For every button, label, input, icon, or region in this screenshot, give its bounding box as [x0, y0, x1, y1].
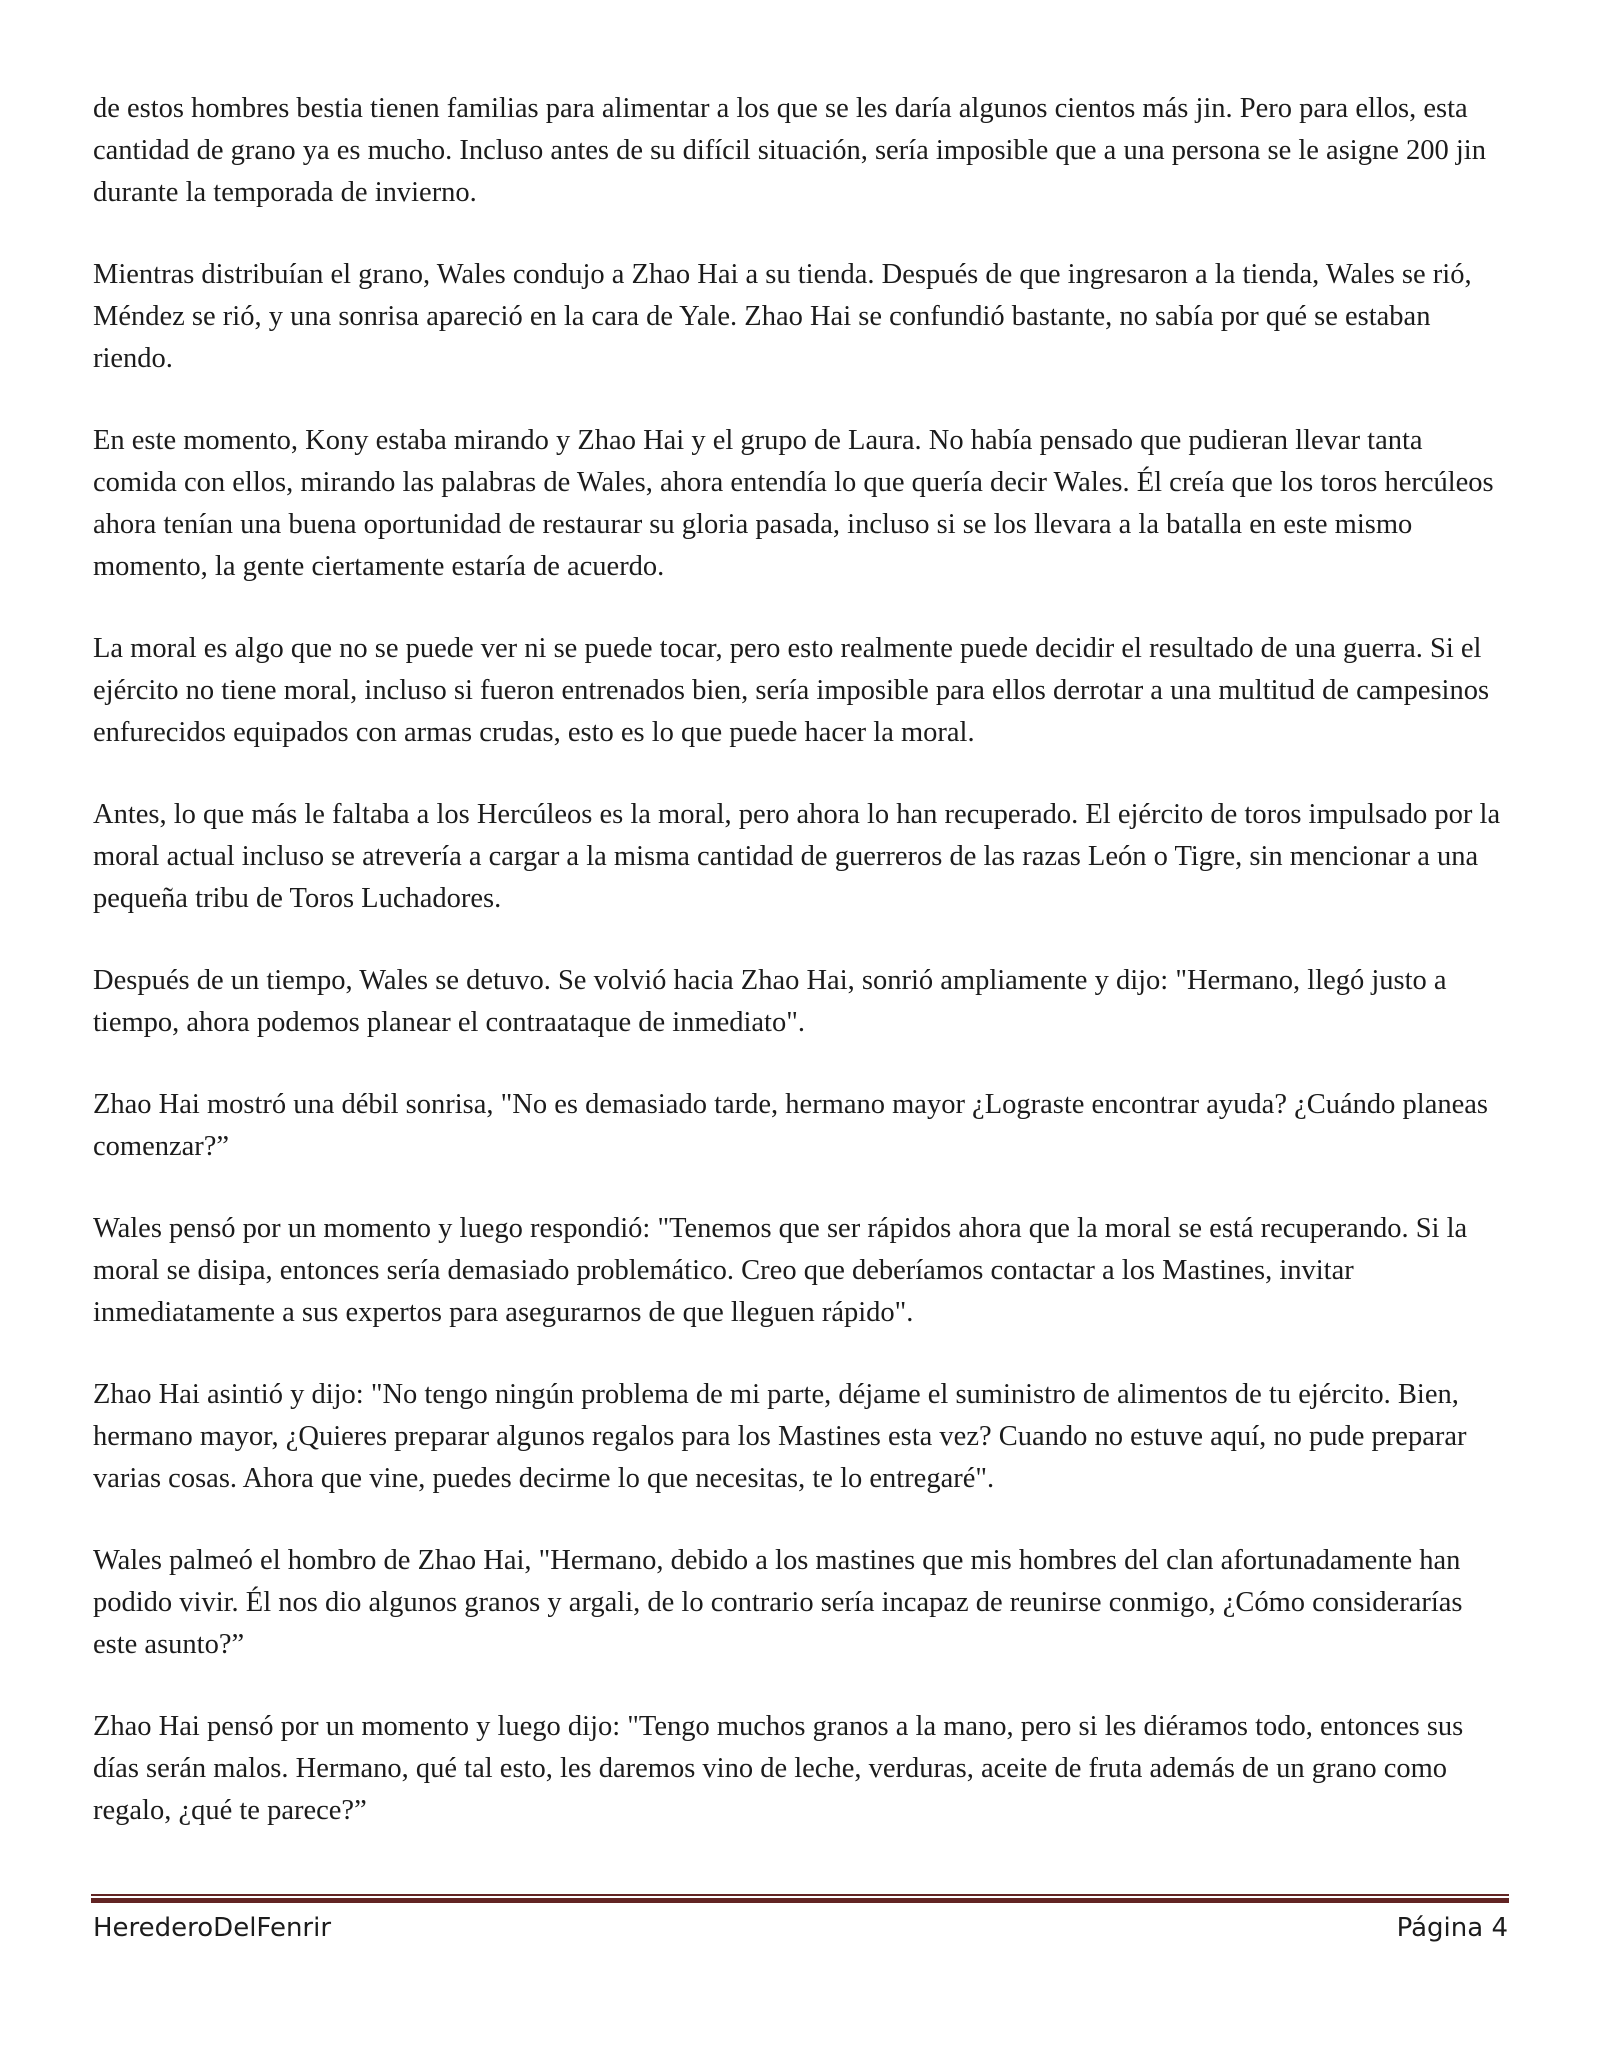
footer-author: HerederoDelFenrir — [93, 1913, 332, 1943]
paragraph-5: Antes, lo que más le faltaba a los Hercúleos es la moral, pero ahora lo han recuperado. El ejército de toros impulsado por la moral actual incluso se atrevería a cargar a la misma cantidad de guerreros de las razas León o Tigre, sin mencionar a una pequeña tribu de Toros Luchadores. — [93, 799, 1501, 914]
paragraph-3: En este momento, Kony estaba mirando y Zhao Hai y el grupo de Laura. No había pensado que pudieran llevar tanta comida con ellos, mirando las palabras de Wales, ahora entendía lo que quería decir Wales. Él creía que los toros hercúleos ahora tenían una buena oportunidad de restaurar su gloria pasada, incluso si se los llevara a la batalla en este mismo momento, la gente ciertamente estaría de acuerdo. — [93, 425, 1494, 582]
paragraph-9: Zhao Hai asintió y dijo: "No tengo ningún problema de mi parte, déjame el suministro de alimentos de tu ejército. Bien, hermano mayor, ¿Quieres preparar algunos regalos para los Mastines esta vez? Cuando no estuve aquí, no pude preparar varias cosas. Ahora que vine, puedes decirme lo que necesitas, te lo entregaré". — [93, 1379, 1467, 1494]
paragraph-6: Después de un tiempo, Wales se detuvo. Se volvió hacia Zhao Hai, sonrió ampliamente y dijo: "Hermano, llegó justo a tiempo, ahora podemos planear el contraataque de inmediato". — [93, 965, 1447, 1038]
footer-divider — [91, 1894, 1509, 1903]
paragraph-7: Zhao Hai mostró una débil sonrisa, "No es demasiado tarde, hermano mayor ¿Lograste encontrar ayuda? ¿Cuándo planeas comenzar?” — [93, 1089, 1488, 1162]
paragraph-4: La moral es algo que no se puede ver ni se puede tocar, pero esto realmente puede decidir el resultado de una guerra. Si el ejército no tiene moral, incluso si fueron entrenados bien, sería imposible para ellos derrotar a una multitud de campesinos enfurecidos equipados con armas crudas, esto es lo que puede hacer la moral. — [93, 633, 1490, 748]
paragraph-1: de estos hombres bestia tienen familias para alimentar a los que se les daría algunos cientos más jin. Pero para ellos, esta cantidad de grano ya es mucho. Incluso antes de su difícil situación, sería imposible que a una persona se le asigne 200 jin durante la temporada de invierno. — [93, 93, 1486, 208]
paragraph-10: Wales palmeó el hombro de Zhao Hai, "Hermano, debido a los mastines que mis hombres del clan afortunadamente han podido vivir. Él nos dio algunos granos y argali, de lo contrario sería incapaz de reunirse conmigo, ¿Cómo considerarías este asunto?” — [93, 1545, 1463, 1660]
footer-divider-thick-line — [91, 1898, 1509, 1903]
body-text — [93, 88, 1513, 1872]
paragraph-8: Wales pensó por un momento y luego respondió: "Tenemos que ser rápidos ahora que la moral se está recuperando. Si la moral se disipa, entonces sería demasiado problemático. Creo que deberíamos contactar a los Mastines, invitar inmediatamente a sus expertos para asegurarnos de que lleguen rápido". — [93, 1213, 1468, 1328]
paragraph-2: Mientras distribuían el grano, Wales condujo a Zhao Hai a su tienda. Después de que ingresaron a la tienda, Wales se rió, Méndez se rió, y una sonrisa apareció en la cara de Yale. Zhao Hai se confundió bastante, no sabía por qué se estaban riendo. — [93, 259, 1472, 374]
paragraph-11: Zhao Hai pensó por un momento y luego dijo: "Tengo muchos granos a la mano, pero si les diéramos todo, entonces sus días serán malos. Hermano, qué tal esto, les daremos vino de leche, verduras, aceite de fruta además de un grano como regalo, ¿qué te parece?” — [93, 1711, 1464, 1826]
footer-divider-thin-line — [91, 1894, 1509, 1896]
footer-page-number: Página 4 — [1396, 1913, 1508, 1943]
